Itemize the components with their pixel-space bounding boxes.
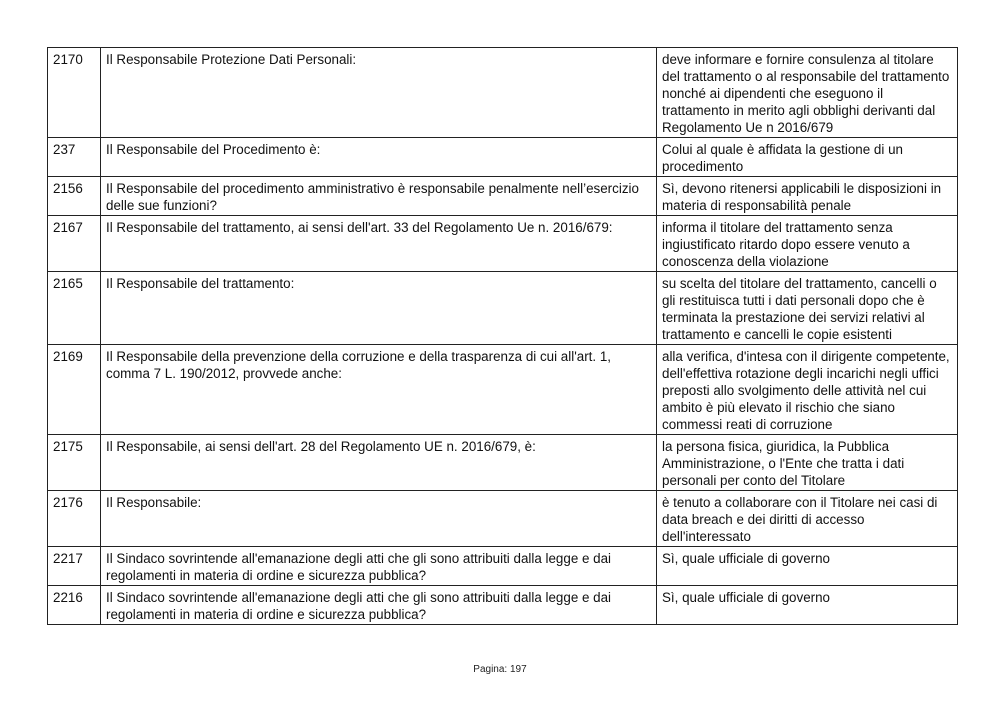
question-text: Il Responsabile, ai sensi dell'art. 28 del Regolamento UE n. 2016/679, è:: [101, 435, 657, 491]
answer-text: è tenuto a collaborare con il Titolare nei casi di data breach e dei diritti di accesso dell'interessato: [657, 491, 958, 547]
question-id: 237: [48, 138, 101, 177]
table-row: [48, 586, 958, 625]
question-text: Il Responsabile del procedimento amministrativo è responsabile penalmente nell’esercizio delle sue funzioni?: [101, 177, 657, 216]
answer-text: alla verifica, d'intesa con il dirigente competente, dell'effettiva rotazione degli incarichi negli uffici preposti allo svolgimento delle attività nel cui ambito è più elevato il rischio che siano commessi reati di corruzione: [657, 345, 958, 435]
question-id: 2217: [48, 547, 101, 586]
question-id: 2216: [48, 586, 101, 625]
question-id: 2170: [48, 48, 101, 138]
table-row: [48, 547, 958, 586]
answer-text: deve informare e fornire consulenza al titolare del trattamento o al responsabile del trattamento nonché ai dipendenti che eseguono il trattamento in merito agli obblighi derivanti dal Regolamento Ue n 2016/679: [657, 48, 958, 138]
table-row: [48, 138, 958, 177]
question-text: Il Responsabile del trattamento:: [101, 272, 657, 345]
table-row: [48, 435, 958, 491]
answer-text: la persona fisica, giuridica, la Pubblica Amministrazione, o l'Ente che tratta i dati personali per conto del Titolare: [657, 435, 958, 491]
question-id: 2167: [48, 216, 101, 272]
question-text: Il Responsabile:: [101, 491, 657, 547]
table-row: [48, 177, 958, 216]
answer-text: Sì, quale ufficiale di governo: [657, 547, 958, 586]
answer-text: su scelta del titolare del trattamento, cancelli o gli restituisca tutti i dati personali dopo che è terminata la prestazione dei servizi relativi al trattamento e cancelli le copie esistenti: [657, 272, 958, 345]
question-id: 2156: [48, 177, 101, 216]
question-id: 2175: [48, 435, 101, 491]
question-text: Il Responsabile Protezione Dati Personali:: [101, 48, 657, 138]
answer-text: Sì, devono ritenersi applicabili le disposizioni in materia di responsabilità penale: [657, 177, 958, 216]
answer-text: Sì, quale ufficiale di governo: [657, 586, 958, 625]
page-number: Pagina: 197: [473, 664, 527, 675]
question-text: Il Sindaco sovrintende all'emanazione degli atti che gli sono attribuiti dalla legge e dai regolamenti in materia di ordine e sicurezza pubblica?: [101, 547, 657, 586]
table-row: [48, 272, 958, 345]
question-id: 2165: [48, 272, 101, 345]
table-row: [48, 345, 958, 435]
table-row: [48, 491, 958, 547]
question-text: Il Responsabile del Procedimento è:: [101, 138, 657, 177]
question-table: [47, 47, 958, 625]
question-text: Il Responsabile del trattamento, ai sensi dell'art. 33 del Regolamento Ue n. 2016/679:: [101, 216, 657, 272]
answer-text: informa il titolare del trattamento senza ingiustificato ritardo dopo essere venuto a conoscenza della violazione: [657, 216, 958, 272]
question-id: 2176: [48, 491, 101, 547]
question-text: Il Sindaco sovrintende all'emanazione degli atti che gli sono attribuiti dalla legge e dai regolamenti in materia di ordine e sicurezza pubblica?: [101, 586, 657, 625]
question-id: 2169: [48, 345, 101, 435]
table-row: [48, 216, 958, 272]
table-row: [48, 48, 958, 138]
question-text: Il Responsabile della prevenzione della corruzione e della trasparenza di cui all'art. 1, comma 7 L. 190/2012, provvede anche:: [101, 345, 657, 435]
answer-text: Colui al quale è affidata la gestione di un procedimento: [657, 138, 958, 177]
